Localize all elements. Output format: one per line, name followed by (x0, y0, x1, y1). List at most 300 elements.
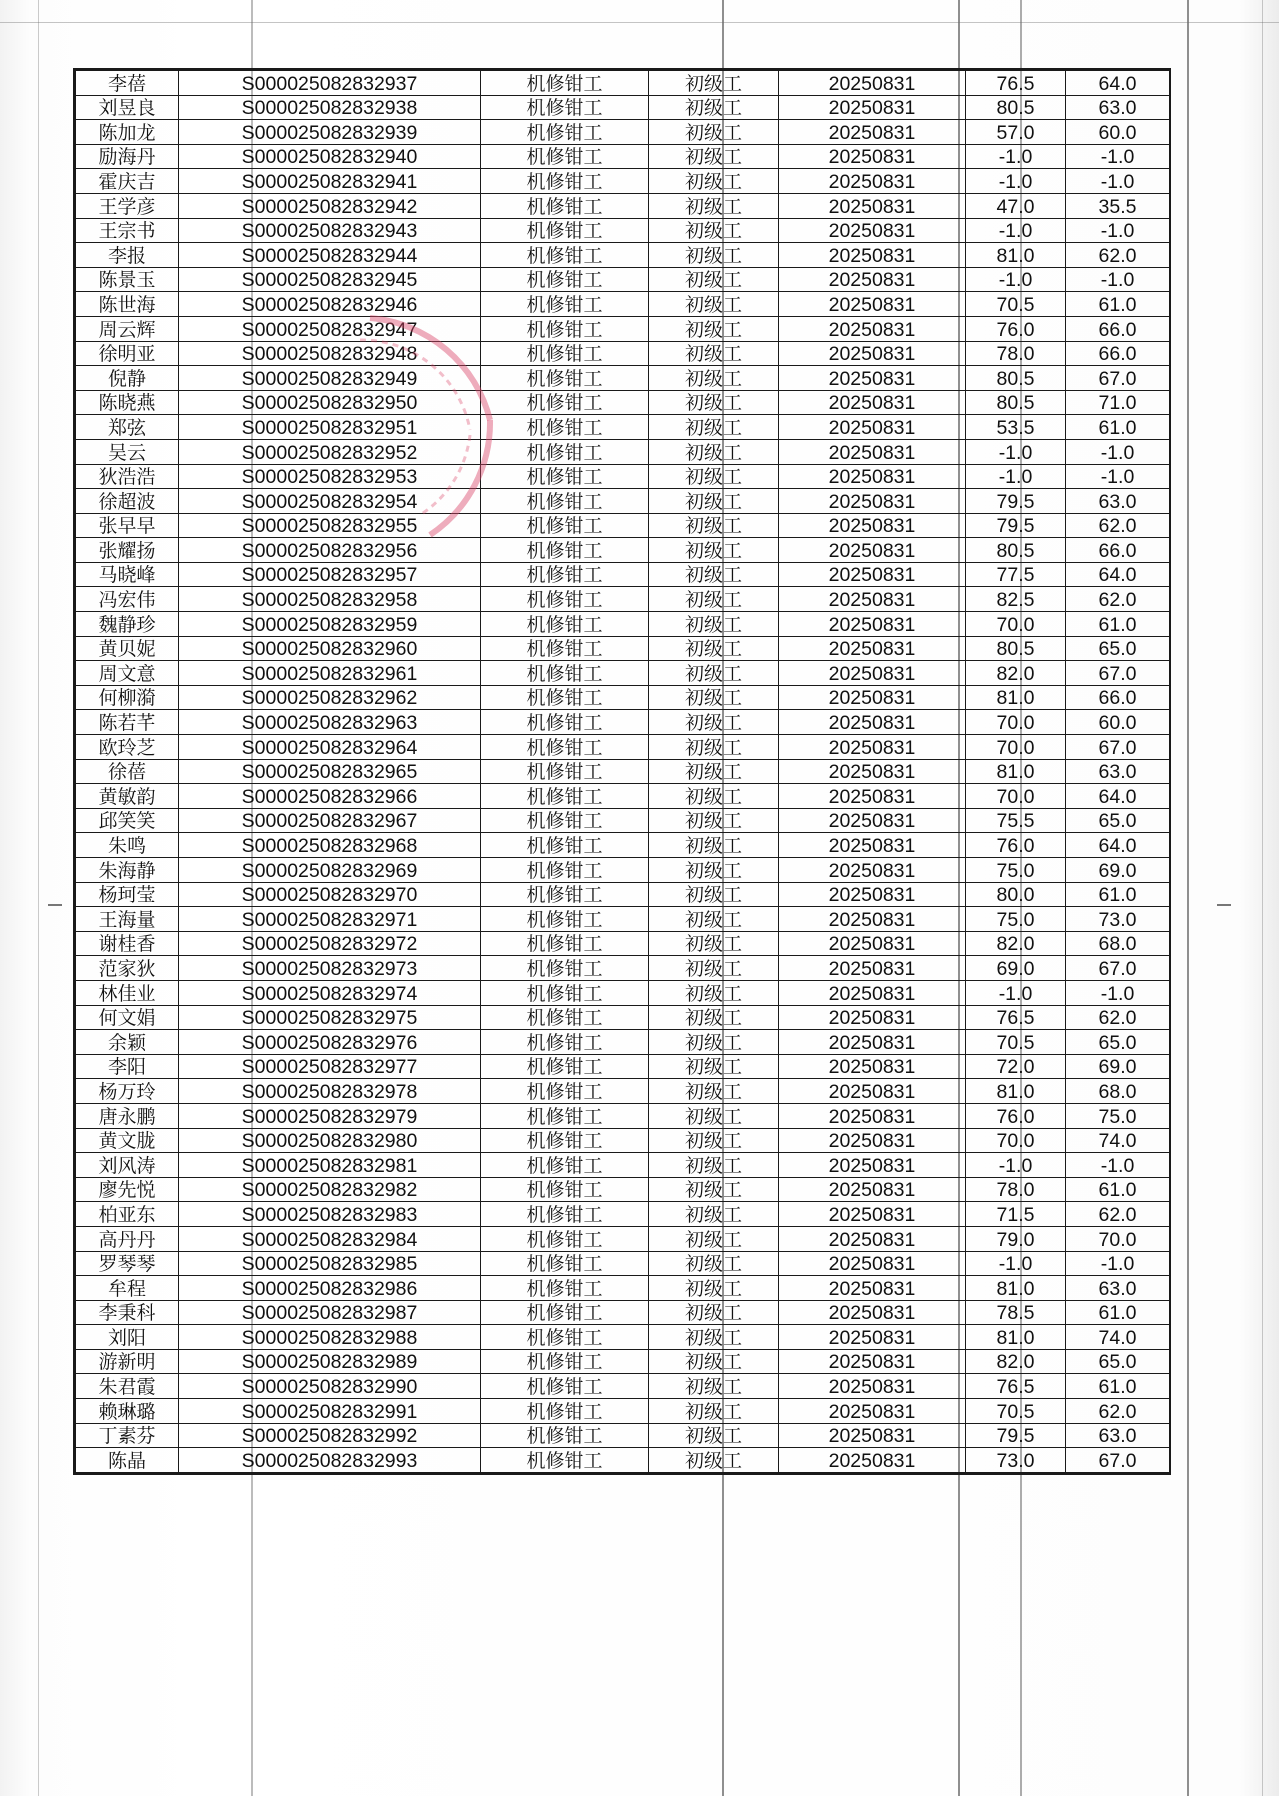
skill-level-cell: 初级工 (649, 882, 779, 907)
practical-score-cell: 65.0 (1066, 1349, 1170, 1374)
certificate-id-cell: S000025082832946 (179, 292, 481, 317)
table-row (76, 1079, 1170, 1104)
exam-date-cell: 20250831 (779, 980, 966, 1005)
student-name-cell: 余颖 (76, 1030, 179, 1055)
student-name-cell: 李蓓 (76, 71, 179, 96)
skill-level-cell: 初级工 (649, 95, 779, 120)
practical-score-cell: 67.0 (1066, 956, 1170, 981)
certificate-id-cell: S000025082832988 (179, 1325, 481, 1350)
table-row (76, 489, 1170, 514)
student-name-cell: 王海量 (76, 907, 179, 932)
certificate-id-cell: S000025082832991 (179, 1399, 481, 1424)
student-name-cell: 黄文胧 (76, 1128, 179, 1153)
student-name-cell: 狄浩浩 (76, 464, 179, 489)
exam-date-cell: 20250831 (779, 169, 966, 194)
student-name-cell: 刘昱良 (76, 95, 179, 120)
occupation-cell: 机修钳工 (481, 316, 649, 341)
theory-score-cell: 53.5 (966, 415, 1066, 440)
exam-date-cell: 20250831 (779, 71, 966, 96)
practical-score-cell: 66.0 (1066, 316, 1170, 341)
certificate-id-cell: S000025082832940 (179, 144, 481, 169)
theory-score-cell: -1.0 (966, 267, 1066, 292)
exam-date-cell: 20250831 (779, 1128, 966, 1153)
theory-score-cell: 69.0 (966, 956, 1066, 981)
theory-score-cell: 79.5 (966, 513, 1066, 538)
skill-level-cell: 初级工 (649, 1202, 779, 1227)
practical-score-cell: 68.0 (1066, 931, 1170, 956)
skill-level-cell: 初级工 (649, 858, 779, 883)
table-row (76, 980, 1170, 1005)
exam-date-cell: 20250831 (779, 193, 966, 218)
exam-date-cell: 20250831 (779, 489, 966, 514)
certificate-id-cell: S000025082832971 (179, 907, 481, 932)
table-row (76, 587, 1170, 612)
exam-date-cell: 20250831 (779, 1177, 966, 1202)
practical-score-cell: 35.5 (1066, 193, 1170, 218)
practical-score-cell: 74.0 (1066, 1325, 1170, 1350)
skill-level-cell: 初级工 (649, 169, 779, 194)
certificate-id-cell: S000025082832950 (179, 390, 481, 415)
practical-score-cell: 62.0 (1066, 1399, 1170, 1424)
student-name-cell: 廖先悦 (76, 1177, 179, 1202)
theory-score-cell: 78.0 (966, 341, 1066, 366)
occupation-cell: 机修钳工 (481, 907, 649, 932)
exam-date-cell: 20250831 (779, 464, 966, 489)
skill-level-cell: 初级工 (649, 489, 779, 514)
student-name-cell: 唐永鹏 (76, 1103, 179, 1128)
certificate-id-cell: S000025082832970 (179, 882, 481, 907)
practical-score-cell: 64.0 (1066, 784, 1170, 809)
certificate-id-cell: S000025082832956 (179, 538, 481, 563)
practical-score-cell: -1.0 (1066, 1153, 1170, 1178)
practical-score-cell: -1.0 (1066, 464, 1170, 489)
certificate-id-cell: S000025082832990 (179, 1374, 481, 1399)
table-row (76, 858, 1170, 883)
table-row (76, 1374, 1170, 1399)
occupation-cell: 机修钳工 (481, 661, 649, 686)
student-name-cell: 林佳业 (76, 980, 179, 1005)
occupation-cell: 机修钳工 (481, 808, 649, 833)
occupation-cell: 机修钳工 (481, 366, 649, 391)
exam-date-cell: 20250831 (779, 1399, 966, 1424)
exam-date-cell: 20250831 (779, 95, 966, 120)
table-row (76, 1177, 1170, 1202)
score-table-frame (73, 68, 1171, 1475)
certificate-id-cell: S000025082832986 (179, 1276, 481, 1301)
certificate-id-cell: S000025082832957 (179, 562, 481, 587)
table-row (76, 120, 1170, 145)
side-tick-mark (48, 904, 62, 906)
theory-score-cell: -1.0 (966, 464, 1066, 489)
certificate-id-cell: S000025082832968 (179, 833, 481, 858)
occupation-cell: 机修钳工 (481, 1276, 649, 1301)
skill-level-cell: 初级工 (649, 341, 779, 366)
exam-date-cell: 20250831 (779, 1153, 966, 1178)
theory-score-cell: 80.0 (966, 882, 1066, 907)
theory-score-cell: 75.0 (966, 907, 1066, 932)
occupation-cell: 机修钳工 (481, 980, 649, 1005)
table-row (76, 439, 1170, 464)
table-row (76, 1448, 1170, 1473)
table-row (76, 1128, 1170, 1153)
certificate-id-cell: S000025082832963 (179, 710, 481, 735)
occupation-cell: 机修钳工 (481, 1226, 649, 1251)
table-row (76, 390, 1170, 415)
theory-score-cell: 80.5 (966, 538, 1066, 563)
skill-level-cell: 初级工 (649, 513, 779, 538)
theory-score-cell: 70.0 (966, 710, 1066, 735)
theory-score-cell: 70.5 (966, 1399, 1066, 1424)
theory-score-cell: -1.0 (966, 144, 1066, 169)
student-name-cell: 陈晶 (76, 1448, 179, 1473)
student-name-cell: 刘风涛 (76, 1153, 179, 1178)
skill-level-cell: 初级工 (649, 439, 779, 464)
theory-score-cell: 81.0 (966, 1079, 1066, 1104)
occupation-cell: 机修钳工 (481, 833, 649, 858)
exam-date-cell: 20250831 (779, 858, 966, 883)
practical-score-cell: 61.0 (1066, 1177, 1170, 1202)
theory-score-cell: -1.0 (966, 1251, 1066, 1276)
exam-date-cell: 20250831 (779, 218, 966, 243)
skill-level-cell: 初级工 (649, 1153, 779, 1178)
skill-level-cell: 初级工 (649, 562, 779, 587)
table-row (76, 1005, 1170, 1030)
table-row (76, 1103, 1170, 1128)
skill-level-cell: 初级工 (649, 366, 779, 391)
certificate-id-cell: S000025082832965 (179, 759, 481, 784)
theory-score-cell: 76.5 (966, 1005, 1066, 1030)
theory-score-cell: 79.5 (966, 489, 1066, 514)
table-row (76, 1226, 1170, 1251)
score-table (75, 70, 1170, 1473)
occupation-cell: 机修钳工 (481, 1300, 649, 1325)
exam-date-cell: 20250831 (779, 513, 966, 538)
theory-score-cell: -1.0 (966, 218, 1066, 243)
theory-score-cell: 82.0 (966, 1349, 1066, 1374)
practical-score-cell: -1.0 (1066, 267, 1170, 292)
occupation-cell: 机修钳工 (481, 1054, 649, 1079)
theory-score-cell: 79.0 (966, 1226, 1066, 1251)
table-row (76, 661, 1170, 686)
scan-artifact-line (38, 0, 39, 1796)
practical-score-cell: 67.0 (1066, 661, 1170, 686)
skill-level-cell: 初级工 (649, 1103, 779, 1128)
skill-level-cell: 初级工 (649, 710, 779, 735)
exam-date-cell: 20250831 (779, 120, 966, 145)
skill-level-cell: 初级工 (649, 538, 779, 563)
certificate-id-cell: S000025082832962 (179, 685, 481, 710)
theory-score-cell: 73.0 (966, 1448, 1066, 1473)
theory-score-cell: 81.0 (966, 1276, 1066, 1301)
student-name-cell: 李报 (76, 243, 179, 268)
table-row (76, 784, 1170, 809)
certificate-id-cell: S000025082832978 (179, 1079, 481, 1104)
skill-level-cell: 初级工 (649, 907, 779, 932)
certificate-id-cell: S000025082832948 (179, 341, 481, 366)
table-row (76, 1030, 1170, 1055)
exam-date-cell: 20250831 (779, 144, 966, 169)
student-name-cell: 朱鸣 (76, 833, 179, 858)
skill-level-cell: 初级工 (649, 120, 779, 145)
table-row (76, 1276, 1170, 1301)
skill-level-cell: 初级工 (649, 956, 779, 981)
exam-date-cell: 20250831 (779, 1374, 966, 1399)
skill-level-cell: 初级工 (649, 612, 779, 637)
theory-score-cell: 82.0 (966, 661, 1066, 686)
occupation-cell: 机修钳工 (481, 562, 649, 587)
practical-score-cell: 66.0 (1066, 341, 1170, 366)
student-name-cell: 罗琴琴 (76, 1251, 179, 1276)
student-name-cell: 李阳 (76, 1054, 179, 1079)
practical-score-cell: 62.0 (1066, 1202, 1170, 1227)
student-name-cell: 黄敏韵 (76, 784, 179, 809)
skill-level-cell: 初级工 (649, 193, 779, 218)
occupation-cell: 机修钳工 (481, 292, 649, 317)
certificate-id-cell: S000025082832980 (179, 1128, 481, 1153)
student-name-cell: 李秉科 (76, 1300, 179, 1325)
certificate-id-cell: S000025082832951 (179, 415, 481, 440)
student-name-cell: 魏静珍 (76, 612, 179, 637)
occupation-cell: 机修钳工 (481, 1177, 649, 1202)
practical-score-cell: 67.0 (1066, 735, 1170, 760)
scan-artifact-line (1262, 0, 1263, 1796)
occupation-cell: 机修钳工 (481, 341, 649, 366)
table-row (76, 538, 1170, 563)
practical-score-cell: 64.0 (1066, 562, 1170, 587)
table-row (76, 612, 1170, 637)
table-row (76, 808, 1170, 833)
exam-date-cell: 20250831 (779, 341, 966, 366)
theory-score-cell: 71.5 (966, 1202, 1066, 1227)
practical-score-cell: 63.0 (1066, 1423, 1170, 1448)
student-name-cell: 丁素芬 (76, 1423, 179, 1448)
occupation-cell: 机修钳工 (481, 120, 649, 145)
occupation-cell: 机修钳工 (481, 489, 649, 514)
skill-level-cell: 初级工 (649, 1325, 779, 1350)
practical-score-cell: 62.0 (1066, 243, 1170, 268)
student-name-cell: 陈景玉 (76, 267, 179, 292)
practical-score-cell: 66.0 (1066, 685, 1170, 710)
theory-score-cell: 47.0 (966, 193, 1066, 218)
certificate-id-cell: S000025082832952 (179, 439, 481, 464)
exam-date-cell: 20250831 (779, 415, 966, 440)
exam-date-cell: 20250831 (779, 587, 966, 612)
exam-date-cell: 20250831 (779, 612, 966, 637)
certificate-id-cell: S000025082832983 (179, 1202, 481, 1227)
practical-score-cell: -1.0 (1066, 218, 1170, 243)
theory-score-cell: 80.5 (966, 636, 1066, 661)
practical-score-cell: 63.0 (1066, 759, 1170, 784)
table-row (76, 833, 1170, 858)
certificate-id-cell: S000025082832985 (179, 1251, 481, 1276)
skill-level-cell: 初级工 (649, 316, 779, 341)
occupation-cell: 机修钳工 (481, 1153, 649, 1178)
student-name-cell: 周云辉 (76, 316, 179, 341)
skill-level-cell: 初级工 (649, 735, 779, 760)
theory-score-cell: 81.0 (966, 685, 1066, 710)
occupation-cell: 机修钳工 (481, 415, 649, 440)
practical-score-cell: -1.0 (1066, 169, 1170, 194)
skill-level-cell: 初级工 (649, 1054, 779, 1079)
exam-date-cell: 20250831 (779, 1325, 966, 1350)
theory-score-cell: 76.5 (966, 1374, 1066, 1399)
theory-score-cell: 75.5 (966, 808, 1066, 833)
student-name-cell: 柏亚东 (76, 1202, 179, 1227)
practical-score-cell: 61.0 (1066, 612, 1170, 637)
table-row (76, 292, 1170, 317)
theory-score-cell: -1.0 (966, 980, 1066, 1005)
certificate-id-cell: S000025082832973 (179, 956, 481, 981)
skill-level-cell: 初级工 (649, 1030, 779, 1055)
practical-score-cell: 63.0 (1066, 1276, 1170, 1301)
table-row (76, 341, 1170, 366)
practical-score-cell: 60.0 (1066, 120, 1170, 145)
certificate-id-cell: S000025082832941 (179, 169, 481, 194)
exam-date-cell: 20250831 (779, 292, 966, 317)
exam-date-cell: 20250831 (779, 956, 966, 981)
table-row (76, 1349, 1170, 1374)
student-name-cell: 刘阳 (76, 1325, 179, 1350)
exam-date-cell: 20250831 (779, 808, 966, 833)
student-name-cell: 谢桂香 (76, 931, 179, 956)
exam-date-cell: 20250831 (779, 931, 966, 956)
theory-score-cell: 57.0 (966, 120, 1066, 145)
exam-date-cell: 20250831 (779, 882, 966, 907)
exam-date-cell: 20250831 (779, 1448, 966, 1473)
table-row (76, 931, 1170, 956)
student-name-cell: 朱海静 (76, 858, 179, 883)
certificate-id-cell: S000025082832966 (179, 784, 481, 809)
theory-score-cell: 82.0 (966, 931, 1066, 956)
student-name-cell: 郑弦 (76, 415, 179, 440)
table-row (76, 464, 1170, 489)
exam-date-cell: 20250831 (779, 243, 966, 268)
exam-date-cell: 20250831 (779, 1202, 966, 1227)
student-name-cell: 霍庆吉 (76, 169, 179, 194)
exam-date-cell: 20250831 (779, 1300, 966, 1325)
student-name-cell: 陈世海 (76, 292, 179, 317)
practical-score-cell: 65.0 (1066, 808, 1170, 833)
certificate-id-cell: S000025082832959 (179, 612, 481, 637)
exam-date-cell: 20250831 (779, 1276, 966, 1301)
practical-score-cell: 73.0 (1066, 907, 1170, 932)
skill-level-cell: 初级工 (649, 1423, 779, 1448)
theory-score-cell: 79.5 (966, 1423, 1066, 1448)
skill-level-cell: 初级工 (649, 1276, 779, 1301)
certificate-id-cell: S000025082832949 (179, 366, 481, 391)
table-row (76, 956, 1170, 981)
occupation-cell: 机修钳工 (481, 513, 649, 538)
occupation-cell: 机修钳工 (481, 1374, 649, 1399)
certificate-id-cell: S000025082832939 (179, 120, 481, 145)
exam-date-cell: 20250831 (779, 1423, 966, 1448)
theory-score-cell: 70.0 (966, 784, 1066, 809)
scan-artifact-line (1187, 0, 1189, 1796)
occupation-cell: 机修钳工 (481, 612, 649, 637)
student-name-cell: 游新明 (76, 1349, 179, 1374)
skill-level-cell: 初级工 (649, 464, 779, 489)
occupation-cell: 机修钳工 (481, 882, 649, 907)
student-name-cell: 陈晓燕 (76, 390, 179, 415)
exam-date-cell: 20250831 (779, 636, 966, 661)
table-row (76, 636, 1170, 661)
certificate-id-cell: S000025082832992 (179, 1423, 481, 1448)
table-row (76, 71, 1170, 96)
certificate-id-cell: S000025082832979 (179, 1103, 481, 1128)
exam-date-cell: 20250831 (779, 661, 966, 686)
practical-score-cell: 63.0 (1066, 489, 1170, 514)
student-name-cell: 欧玲芝 (76, 735, 179, 760)
theory-score-cell: 82.5 (966, 587, 1066, 612)
occupation-cell: 机修钳工 (481, 169, 649, 194)
certificate-id-cell: S000025082832977 (179, 1054, 481, 1079)
table-row (76, 193, 1170, 218)
certificate-id-cell: S000025082832961 (179, 661, 481, 686)
occupation-cell: 机修钳工 (481, 858, 649, 883)
theory-score-cell: 72.0 (966, 1054, 1066, 1079)
theory-score-cell: 76.0 (966, 1103, 1066, 1128)
skill-level-cell: 初级工 (649, 1177, 779, 1202)
exam-date-cell: 20250831 (779, 735, 966, 760)
practical-score-cell: -1.0 (1066, 980, 1170, 1005)
student-name-cell: 朱君霞 (76, 1374, 179, 1399)
certificate-id-cell: S000025082832947 (179, 316, 481, 341)
certificate-id-cell: S000025082832958 (179, 587, 481, 612)
table-row (76, 218, 1170, 243)
practical-score-cell: 60.0 (1066, 710, 1170, 735)
practical-score-cell: 68.0 (1066, 1079, 1170, 1104)
practical-score-cell: 70.0 (1066, 1226, 1170, 1251)
table-row (76, 1251, 1170, 1276)
theory-score-cell: 80.5 (966, 366, 1066, 391)
student-name-cell: 陈加龙 (76, 120, 179, 145)
student-name-cell: 王宗书 (76, 218, 179, 243)
occupation-cell: 机修钳工 (481, 1325, 649, 1350)
skill-level-cell: 初级工 (649, 1079, 779, 1104)
practical-score-cell: 61.0 (1066, 882, 1170, 907)
occupation-cell: 机修钳工 (481, 1423, 649, 1448)
theory-score-cell: 78.0 (966, 1177, 1066, 1202)
table-row (76, 144, 1170, 169)
theory-score-cell: 70.5 (966, 292, 1066, 317)
certificate-id-cell: S000025082832976 (179, 1030, 481, 1055)
skill-level-cell: 初级工 (649, 931, 779, 956)
practical-score-cell: 66.0 (1066, 538, 1170, 563)
practical-score-cell: 64.0 (1066, 833, 1170, 858)
occupation-cell: 机修钳工 (481, 95, 649, 120)
table-row (76, 366, 1170, 391)
table-row (76, 1399, 1170, 1424)
skill-level-cell: 初级工 (649, 980, 779, 1005)
table-row (76, 415, 1170, 440)
certificate-id-cell: S000025082832955 (179, 513, 481, 538)
skill-level-cell: 初级工 (649, 218, 779, 243)
scan-edge-line (0, 22, 1279, 23)
student-name-cell: 励海丹 (76, 144, 179, 169)
table-row (76, 882, 1170, 907)
skill-level-cell: 初级工 (649, 267, 779, 292)
practical-score-cell: -1.0 (1066, 439, 1170, 464)
occupation-cell: 机修钳工 (481, 956, 649, 981)
exam-date-cell: 20250831 (779, 562, 966, 587)
exam-date-cell: 20250831 (779, 439, 966, 464)
exam-date-cell: 20250831 (779, 538, 966, 563)
table-row (76, 759, 1170, 784)
practical-score-cell: 67.0 (1066, 1448, 1170, 1473)
student-name-cell: 王学彦 (76, 193, 179, 218)
theory-score-cell: 76.5 (966, 71, 1066, 96)
theory-score-cell: -1.0 (966, 439, 1066, 464)
